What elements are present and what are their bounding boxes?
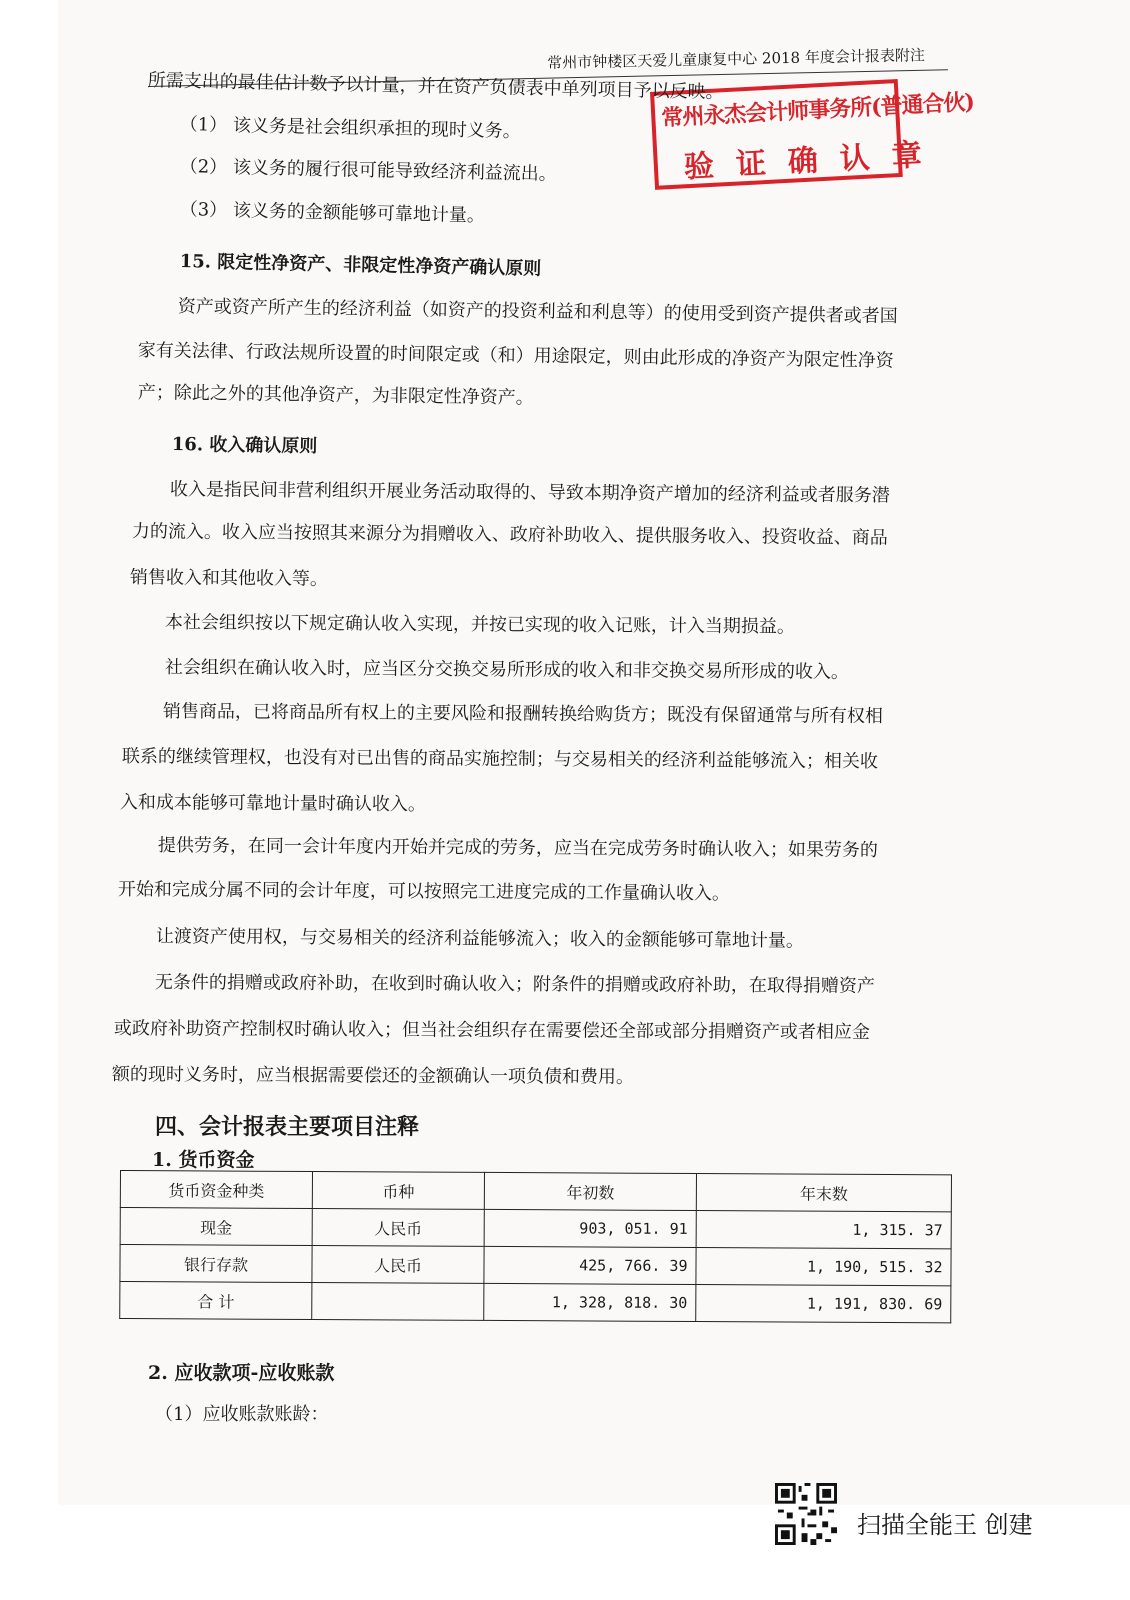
paragraph-line: 所需支出的最佳估计数予以计量，并在资产负债表中单列项目予以反映。 (147, 69, 724, 104)
table-cell: 现金 (120, 1208, 312, 1246)
column-header: 货币资金种类 (120, 1171, 312, 1209)
paragraph-line: 销售收入和其他收入等。 (129, 566, 328, 590)
paragraph-line: 无条件的捐赠或政府补助，在收到时确认收入；附条件的捐赠或政府补助，在取得捐赠资产 (154, 971, 875, 997)
paragraph-line: 销售商品，已将商品所有权上的主要风险和报酬转换给购货方；既没有保留通常与所有权相 (162, 700, 883, 728)
column-header: 年初数 (484, 1172, 696, 1210)
table-row (120, 1208, 951, 1249)
column-header: 年末数 (696, 1174, 951, 1212)
paragraph-line: 或政府补助资产控制权时确认收入；但当社会组织存在需要偿还全部或部分捐赠资产或者相应金 (113, 1017, 870, 1043)
table-cell: 903, 051. 91 (484, 1209, 696, 1247)
section-heading: 四、会计报表主要项目注释 (155, 1114, 420, 1140)
scanner-credit: 扫描全能王 创建 (857, 1511, 1033, 1539)
table-cell (312, 1283, 484, 1321)
table-cell: 人民币 (312, 1209, 484, 1247)
paragraph-line: 入和成本能够可靠地计量时确认收入。 (119, 791, 426, 816)
cash-table (119, 1170, 952, 1323)
table-cell: 1, 190, 515. 32 (696, 1248, 951, 1286)
paragraph-line: 产；除此之外的其他净资产，为非限定性净资产。 (137, 381, 534, 409)
table-cell: 合 计 (120, 1282, 312, 1320)
table-cell: 425, 766. 39 (484, 1246, 696, 1284)
paragraph-line: 让渡资产使用权，与交易相关的经济利益能够流入；收入的金额能够可靠地计量。 (155, 925, 804, 952)
condition-2: （2） 该义务的履行很可能导致经济利益流出。 (179, 155, 558, 185)
paragraph-line: 力的流入。收入应当按照其来源分为捐赠收入、政府补助收入、提供服务收入、投资收益、商品 (131, 520, 888, 549)
paragraph-line: 本社会组织按以下规定确认收入实现，并按已实现的收入记账，计入当期损益。 (164, 611, 795, 638)
subheading-cash: 1. 货币资金 (152, 1149, 255, 1171)
heading-16: 16. 收入确认原则 (171, 433, 318, 458)
heading-15: 15. 限定性净资产、非限定性净资产确认原则 (179, 250, 542, 280)
table-cell: 人民币 (312, 1246, 484, 1284)
qr-code-icon (775, 1483, 837, 1545)
table-cell: 1, 191, 830. 69 (696, 1285, 951, 1323)
paragraph-line: 额的现时义务时，应当根据需要偿还的金额确认一项负债和费用。 (111, 1064, 634, 1088)
paragraph-line: 联系的继续管理权，也没有对已出售的商品实施控制；与交易相关的经济利益能够流入；相关收 (121, 745, 878, 773)
stamp-label: 验证确认章 (683, 136, 945, 186)
table-total-row (120, 1282, 951, 1323)
paragraph-line: 家有关法律、行政法规所设置的时间限定或（和）用途限定，则由此形成的净资产为限定性净资 (137, 339, 894, 372)
table-header-row (120, 1171, 951, 1212)
table-cell: 银行存款 (120, 1245, 312, 1283)
table-cell: 1, 315. 37 (696, 1211, 951, 1249)
paragraph-line: 收入是指民间非营利组织开展业务活动取得的、导致本期净资产增加的经济利益或者服务潜 (169, 478, 890, 507)
stamp-firm-name: 常州永杰会计师事务所(普通合伙) (660, 89, 975, 132)
condition-3: （3） 该义务的金额能够可靠地计量。 (179, 198, 486, 227)
paragraph-line: 开始和完成分属不同的会计年度，可以按照完工进度完成的工作量确认收入。 (117, 878, 730, 905)
paragraph-line: 提供劳务，在同一会计年度内开始并完成的劳务，应当在完成劳务时确认收入；如果劳务的 (157, 834, 878, 862)
table-row (120, 1245, 951, 1286)
column-header: 币种 (312, 1172, 484, 1210)
paragraph-line: 社会组织在确认收入时，应当区分交换交易所形成的收入和非交换交易所形成的收入。 (164, 656, 849, 683)
subheading-aging: （1）应收账款账龄： (155, 1404, 329, 1425)
subheading-receivables: 2. 应收款项-应收账款 (148, 1362, 335, 1384)
page-header: 常州市钟楼区天爱儿童康复中心 2018 年度会计报表附注 (547, 46, 926, 72)
paragraph-line: 资产或资产所产生的经济利益（如资产的投资利益和利息等）的使用受到资产提供者或者国 (177, 295, 898, 328)
condition-1: （1） 该义务是社会组织承担的现时义务。 (179, 113, 522, 143)
table-cell: 1, 328, 818. 30 (484, 1283, 696, 1321)
scanner-watermark (775, 1483, 1075, 1553)
